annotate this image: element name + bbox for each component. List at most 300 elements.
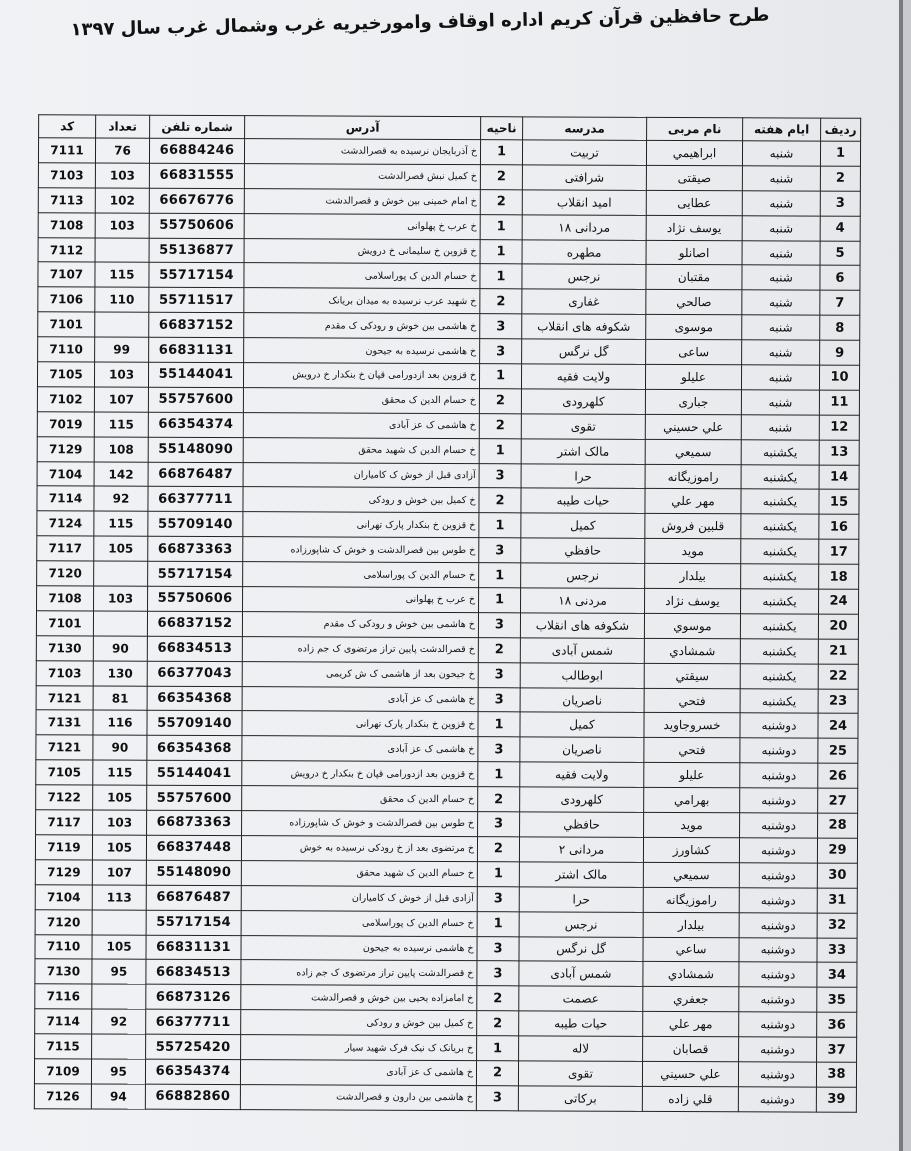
cell-weekday: یکشنبه	[740, 614, 818, 639]
cell-address: خ هاشمی نرسیده به جیحون	[244, 338, 480, 364]
table-row	[38, 237, 860, 265]
cell-district: 3	[480, 314, 522, 339]
cell-teacher: بیلدار	[643, 912, 739, 937]
cell-code: 7122	[36, 785, 93, 810]
cell-address: خ کمیل بین خوش و رودکی	[243, 487, 479, 513]
table-row	[35, 1034, 857, 1062]
cell-code: 7105	[36, 760, 93, 785]
cell-district: 3	[479, 463, 521, 488]
cell-address: خ امامزاده یحیی بین خوش و قصرالدشت	[241, 985, 477, 1011]
table-row	[35, 884, 857, 912]
cell-address: خ هاشمی بین خوش و رودکی ک مقدم	[242, 612, 478, 638]
cell-count	[92, 910, 146, 935]
table-row	[38, 163, 860, 191]
cell-weekday: شنبه	[742, 240, 820, 265]
cell-count	[92, 984, 146, 1009]
table-row	[36, 760, 858, 788]
header-col-district: ناحیه	[481, 117, 523, 140]
cell-teacher: قصابان	[643, 1036, 739, 1061]
cell-phone: 66873126	[146, 984, 241, 1009]
cell-code: 7110	[38, 337, 95, 362]
cell-phone: 55717154	[146, 910, 241, 935]
cell-teacher: مقتبان	[646, 265, 742, 290]
cell-district: 3	[478, 812, 520, 837]
cell-school: لاله	[519, 1036, 643, 1061]
table-row	[34, 1059, 856, 1087]
cell-phone: 55709140	[147, 711, 242, 736]
cell-row-number: 24	[818, 714, 858, 739]
table-row	[36, 611, 858, 639]
cell-count: 130	[93, 661, 147, 686]
cell-weekday: دوشنبه	[740, 788, 818, 813]
cell-phone: 66831131	[149, 337, 244, 362]
cell-teacher: بیلدار	[645, 564, 741, 589]
cell-teacher: جباری	[645, 389, 741, 414]
table-row	[36, 810, 858, 838]
table-row	[38, 187, 860, 215]
table-row	[35, 909, 857, 937]
cell-row-number: 11	[819, 390, 859, 415]
cell-address: خ عرب خ پهلوانی	[243, 587, 479, 613]
cell-row-number: 26	[818, 763, 858, 788]
cell-code: 7019	[37, 412, 94, 437]
cell-teacher: سمیعي	[645, 439, 741, 464]
cell-teacher: سمیعي	[643, 862, 739, 887]
cell-school: مالک اشتر	[521, 439, 645, 464]
cell-count: 90	[93, 636, 147, 661]
schedule-table-wrapper	[34, 114, 860, 1112]
cell-teacher: موسوی	[646, 315, 742, 340]
cell-district: 1	[478, 762, 520, 787]
cell-count: 105	[93, 785, 147, 810]
cell-weekday: یکشنبه	[741, 464, 819, 489]
table-row	[36, 660, 858, 688]
cell-weekday: شنبه	[742, 265, 820, 290]
cell-district: 2	[479, 389, 521, 414]
table-row	[36, 735, 858, 763]
cell-address: خ قزوین خ بنکدار پارک تهرانی	[243, 512, 479, 538]
cell-phone: 66837152	[147, 611, 242, 636]
cell-teacher: قلبین فروش	[645, 514, 741, 539]
cell-phone: 66882860	[145, 1084, 240, 1109]
table-row	[38, 312, 860, 340]
cell-phone: 55148090	[146, 860, 241, 885]
cell-row-number: 32	[817, 913, 857, 938]
cell-count: 99	[95, 337, 149, 362]
cell-phone: 66834513	[146, 960, 241, 985]
cell-school: ناصریان	[520, 737, 644, 762]
cell-teacher: بهرامي	[644, 788, 740, 813]
cell-school: برکاتی	[518, 1086, 642, 1111]
cell-phone: 66834513	[147, 636, 242, 661]
cell-district: 2	[477, 1011, 519, 1036]
cell-row-number: 7	[820, 290, 860, 315]
cell-count: 142	[94, 462, 148, 487]
cell-row-number: 24	[819, 589, 859, 614]
cell-code: 7106	[38, 287, 95, 312]
cell-count: 81	[93, 686, 147, 711]
table-row	[35, 959, 857, 987]
cell-phone: 55717154	[148, 561, 243, 586]
cell-row-number: 22	[818, 664, 858, 689]
cell-school: نرجس	[522, 264, 646, 289]
header-col-school: مدرسه	[523, 117, 647, 141]
cell-row-number: 2	[820, 166, 860, 191]
cell-weekday: دوشنبه	[739, 838, 817, 863]
cell-school: گل نرگس	[519, 936, 643, 961]
cell-teacher: شمشادي	[644, 638, 740, 663]
cell-row-number: 16	[819, 514, 859, 539]
cell-count: 116	[93, 710, 147, 735]
cell-code: 7130	[36, 636, 93, 661]
table-row	[37, 436, 859, 464]
cell-school: کمیل	[521, 513, 645, 538]
cell-code: 7108	[37, 586, 94, 611]
cell-address: خ حسام الدین ک پوراسلامی	[243, 562, 479, 588]
cell-count: 103	[94, 362, 148, 387]
cell-row-number: 21	[818, 639, 858, 664]
cell-phone: 66837152	[149, 312, 244, 337]
cell-school: مردانی ۲	[519, 837, 643, 862]
cell-code: 7131	[36, 710, 93, 735]
cell-teacher: مهر علي	[645, 489, 741, 514]
cell-phone: 66377043	[147, 661, 242, 686]
cell-code: 7107	[38, 262, 95, 287]
cell-teacher: عطایی	[646, 190, 742, 215]
cell-row-number: 39	[816, 1087, 856, 1112]
cell-district: 3	[476, 1085, 518, 1110]
cell-weekday: دوشنبه	[739, 937, 817, 962]
cell-district: 1	[478, 712, 520, 737]
table-row	[35, 984, 857, 1012]
cell-teacher: خسروجاوید	[644, 713, 740, 738]
cell-code: 7121	[36, 735, 93, 760]
cell-phone: 55148090	[148, 437, 243, 462]
cell-district: 1	[477, 1036, 519, 1061]
cell-weekday: دوشنبه	[740, 813, 818, 838]
cell-teacher: صیقتی	[646, 165, 742, 190]
cell-school: کلهرودی	[521, 389, 645, 414]
cell-code: 7130	[35, 959, 92, 984]
cell-school: مردنی ۱۸	[521, 588, 645, 613]
cell-code: 7126	[34, 1084, 91, 1109]
table-row	[37, 561, 859, 589]
cell-code: 7120	[35, 909, 92, 934]
cell-school: ولایت فقیه	[521, 364, 645, 389]
cell-weekday: شنبه	[742, 290, 820, 315]
cell-phone: 55757600	[147, 785, 242, 810]
cell-weekday: یکشنبه	[741, 489, 819, 514]
cell-district: 3	[478, 613, 520, 638]
cell-phone: 66831131	[146, 935, 241, 960]
cell-row-number: 36	[817, 1012, 857, 1037]
cell-district: 3	[477, 936, 519, 961]
cell-count: 92	[94, 486, 148, 511]
cell-address: خ هاشمی بین خوش و رودکی ک مقدم	[244, 313, 480, 339]
cell-district: 1	[477, 861, 519, 886]
cell-teacher: موید	[645, 539, 741, 564]
cell-school: ابوطالب	[520, 663, 644, 688]
cell-count	[95, 312, 149, 337]
cell-code: 7104	[37, 461, 94, 486]
cell-school: نرجس	[521, 563, 645, 588]
cell-teacher: صالحي	[646, 290, 742, 315]
table-row	[37, 387, 859, 415]
table-row	[35, 860, 857, 888]
cell-district: 2	[477, 986, 519, 1011]
cell-count: 107	[92, 860, 146, 885]
cell-row-number: 8	[820, 315, 860, 340]
cell-row-number: 33	[817, 938, 857, 963]
cell-address: خ کمیل بین خوش و رودکی	[241, 1010, 477, 1036]
cell-district: 3	[480, 339, 522, 364]
cell-phone: 55144041	[148, 362, 243, 387]
cell-school: شکوفه های انقلاب	[520, 613, 644, 638]
table-row	[36, 636, 858, 664]
cell-district: 2	[478, 787, 520, 812]
cell-row-number: 5	[820, 241, 860, 266]
cell-teacher: ساعی	[646, 339, 742, 364]
cell-address: خ هاشمی ک عز آبادی	[243, 412, 479, 438]
cell-weekday: دوشنبه	[740, 738, 818, 763]
cell-count: 103	[94, 586, 148, 611]
cell-address: خ حسام الدین ک محقق	[243, 388, 479, 414]
cell-school: شکوفه های انقلاب	[522, 314, 646, 339]
header-col-teacher: نام مربی	[647, 117, 743, 140]
cell-teacher: ابراهیمي	[646, 140, 742, 165]
table-row	[35, 1009, 857, 1037]
cell-weekday: شنبه	[741, 415, 819, 440]
cell-row-number: 18	[819, 564, 859, 589]
header-col-code: کد	[39, 115, 96, 138]
cell-weekday: دوشنبه	[739, 962, 817, 987]
cell-address: خ آذربایجان نرسیده به قصرالدشت	[244, 139, 480, 165]
cell-address: خ عرب خ پهلوانی	[244, 213, 480, 239]
cell-weekday: یکشنبه	[740, 663, 818, 688]
cell-district: 1	[480, 239, 522, 264]
cell-code: 7101	[38, 312, 95, 337]
cell-district: 2	[479, 488, 521, 513]
cell-code: 7117	[36, 810, 93, 835]
cell-row-number: 6	[820, 266, 860, 291]
table-row	[37, 536, 859, 564]
scan-edge-line	[899, 0, 903, 1151]
cell-teacher: علي حسیني	[645, 414, 741, 439]
cell-phone: 66837448	[146, 835, 241, 860]
cell-code: 7114	[35, 1009, 92, 1034]
cell-teacher: علیلو	[644, 763, 740, 788]
cell-code: 7108	[38, 212, 95, 237]
cell-code: 7121	[36, 685, 93, 710]
cell-row-number: 17	[819, 539, 859, 564]
cell-school: ناصریان	[520, 687, 644, 712]
cell-phone: 55750606	[148, 586, 243, 611]
cell-row-number: 28	[818, 813, 858, 838]
cell-count: 103	[95, 213, 149, 238]
cell-address: آزادی قبل از خوش ک کامیاران	[241, 885, 477, 911]
cell-teacher: مهر علي	[643, 1012, 739, 1037]
cell-count: 92	[92, 1009, 146, 1034]
cell-count: 107	[94, 387, 148, 412]
cell-district: 1	[479, 513, 521, 538]
cell-count: 115	[95, 262, 149, 287]
cell-school: کمیل	[520, 712, 644, 737]
cell-district: 1	[479, 563, 521, 588]
cell-phone: 55725420	[146, 1034, 241, 1059]
cell-row-number: 1	[820, 141, 860, 166]
cell-address: خ قزوین خ سلیمانی خ درویش	[244, 238, 480, 264]
cell-address: خ هاشمی ک عز آبادی	[242, 686, 478, 712]
cell-district: 1	[477, 911, 519, 936]
cell-weekday: دوشنبه	[739, 987, 817, 1012]
table-row	[35, 934, 857, 962]
cell-phone: 55144041	[147, 760, 242, 785]
cell-phone: 55757600	[148, 387, 243, 412]
cell-school: عصمت	[519, 986, 643, 1011]
cell-teacher: شمشادي	[643, 962, 739, 987]
cell-count: 103	[95, 163, 149, 188]
table-row	[36, 710, 858, 738]
cell-district: 3	[477, 961, 519, 986]
cell-school: نرجس	[519, 911, 643, 936]
cell-row-number: 20	[818, 614, 858, 639]
cell-count: 76	[95, 138, 149, 163]
cell-row-number: 35	[817, 987, 857, 1012]
cell-address: خ طوس بین قصرالدشت و خوش ک شاپورزاده	[242, 811, 478, 837]
cell-count: 115	[94, 412, 148, 437]
cell-count: 105	[94, 536, 148, 561]
cell-row-number: 12	[819, 415, 859, 440]
cell-school: ولایت فقیه	[520, 762, 644, 787]
cell-weekday: شنبه	[742, 340, 820, 365]
cell-district: 2	[479, 413, 521, 438]
cell-school: حرا	[519, 887, 643, 912]
cell-row-number: 27	[818, 788, 858, 813]
cell-weekday: یکشنبه	[741, 514, 819, 539]
cell-school: حیات طیبه	[521, 488, 645, 513]
cell-code: 7103	[36, 660, 93, 685]
table-body	[34, 138, 860, 1112]
cell-school: مطهره	[522, 239, 646, 264]
cell-weekday: دوشنبه	[739, 1037, 817, 1062]
cell-count: 105	[92, 835, 146, 860]
cell-code: 7112	[38, 237, 95, 262]
cell-address: خ هاشمی نرسیده به جیحون	[241, 935, 477, 961]
cell-school: شمس آبادی	[519, 961, 643, 986]
cell-phone: 66884246	[149, 138, 244, 163]
cell-district: 2	[478, 637, 520, 662]
cell-row-number: 3	[820, 191, 860, 216]
cell-teacher: راموزیگانه	[645, 464, 741, 489]
cell-count: 108	[94, 437, 148, 462]
cell-code: 7129	[35, 860, 92, 885]
cell-weekday: دوشنبه	[739, 863, 817, 888]
table-row	[36, 685, 858, 713]
cell-school: مالک اشتر	[519, 862, 643, 887]
cell-weekday: یکشنبه	[741, 564, 819, 589]
header-col-address: آدرس	[245, 116, 481, 140]
cell-count: 103	[93, 810, 147, 835]
cell-school: تقوی	[521, 414, 645, 439]
cell-address: خ قصرالدشت پایین تراز مرتضوی ک جم زاده	[241, 960, 477, 986]
table-row	[37, 486, 859, 514]
cell-count: 94	[91, 1084, 145, 1109]
cell-row-number: 23	[818, 689, 858, 714]
cell-weekday: یکشنبه	[741, 439, 819, 464]
cell-weekday: شنبه	[741, 365, 819, 390]
table-row	[37, 362, 859, 390]
table-row	[38, 287, 860, 315]
table-row	[34, 1084, 856, 1112]
table-row	[38, 262, 860, 290]
cell-phone: 66354374	[148, 412, 243, 437]
cell-code: 7120	[37, 561, 94, 586]
cell-code: 7104	[35, 884, 92, 909]
cell-teacher: فتحي	[644, 738, 740, 763]
cell-address: خ قزوین بعد ازدورامی قپان خ بنکدار خ درویش	[242, 761, 478, 787]
cell-teacher: ساعي	[643, 937, 739, 962]
cell-weekday: یکشنبه	[741, 539, 819, 564]
cell-teacher: علي حسیني	[642, 1061, 738, 1086]
cell-district: 2	[480, 289, 522, 314]
cell-teacher: فتحي	[644, 688, 740, 713]
cell-code: 7102	[37, 387, 94, 412]
cell-row-number: 4	[820, 216, 860, 241]
cell-address: خ جیحون بعد از هاشمی ک ش کریمی	[242, 661, 478, 687]
cell-weekday: یکشنبه	[741, 589, 819, 614]
cell-teacher: سیقتي	[644, 663, 740, 688]
table-row	[37, 511, 859, 539]
cell-district: 3	[478, 687, 520, 712]
cell-district: 1	[479, 438, 521, 463]
cell-phone: 55717154	[149, 263, 244, 288]
cell-teacher: موسوي	[644, 613, 740, 638]
cell-school: حیات طیبه	[519, 1011, 643, 1036]
table-row	[38, 138, 860, 166]
cell-code: 7103	[38, 163, 95, 188]
cell-weekday: یکشنبه	[740, 688, 818, 713]
cell-district: 2	[480, 189, 522, 214]
header-col-phone: شماره تلفن	[150, 115, 245, 138]
document-title	[70, 1, 770, 46]
cell-address: خ قصرالدشت پایین تراز مرتضوی ک جم زاده	[242, 636, 478, 662]
cell-weekday: شنبه	[741, 390, 819, 415]
cell-count: 90	[93, 735, 147, 760]
table-row	[38, 337, 860, 365]
cell-address: خ طوس بین قصرالدشت و خوش ک شاپورزاده	[243, 537, 479, 563]
cell-school: کلهرودی	[520, 787, 644, 812]
cell-teacher: علیلو	[645, 364, 741, 389]
table-row	[37, 461, 859, 489]
table-row	[38, 212, 860, 240]
cell-school: حرا	[521, 463, 645, 488]
cell-address: خ حسام الدین ک شهید محقق	[243, 437, 479, 463]
cell-address: خ حسام الدین ک پوراسلامی	[241, 910, 477, 936]
cell-code: 7110	[35, 934, 92, 959]
cell-phone: 66354368	[147, 736, 242, 761]
cell-row-number: 29	[817, 838, 857, 863]
cell-code: 7109	[34, 1059, 91, 1084]
schedule-table	[34, 114, 861, 1112]
cell-weekday: دوشنبه	[739, 1012, 817, 1037]
cell-address: خ حسام الدین ک شهید محقق	[241, 860, 477, 886]
header-col-weekday: ایام هفته	[743, 118, 821, 141]
header-col-count: تعداد	[96, 115, 150, 138]
cell-phone: 66377711	[146, 1009, 241, 1034]
cell-phone: 66876487	[148, 462, 243, 487]
cell-phone: 66873363	[148, 536, 243, 561]
cell-weekday: شنبه	[742, 191, 820, 216]
